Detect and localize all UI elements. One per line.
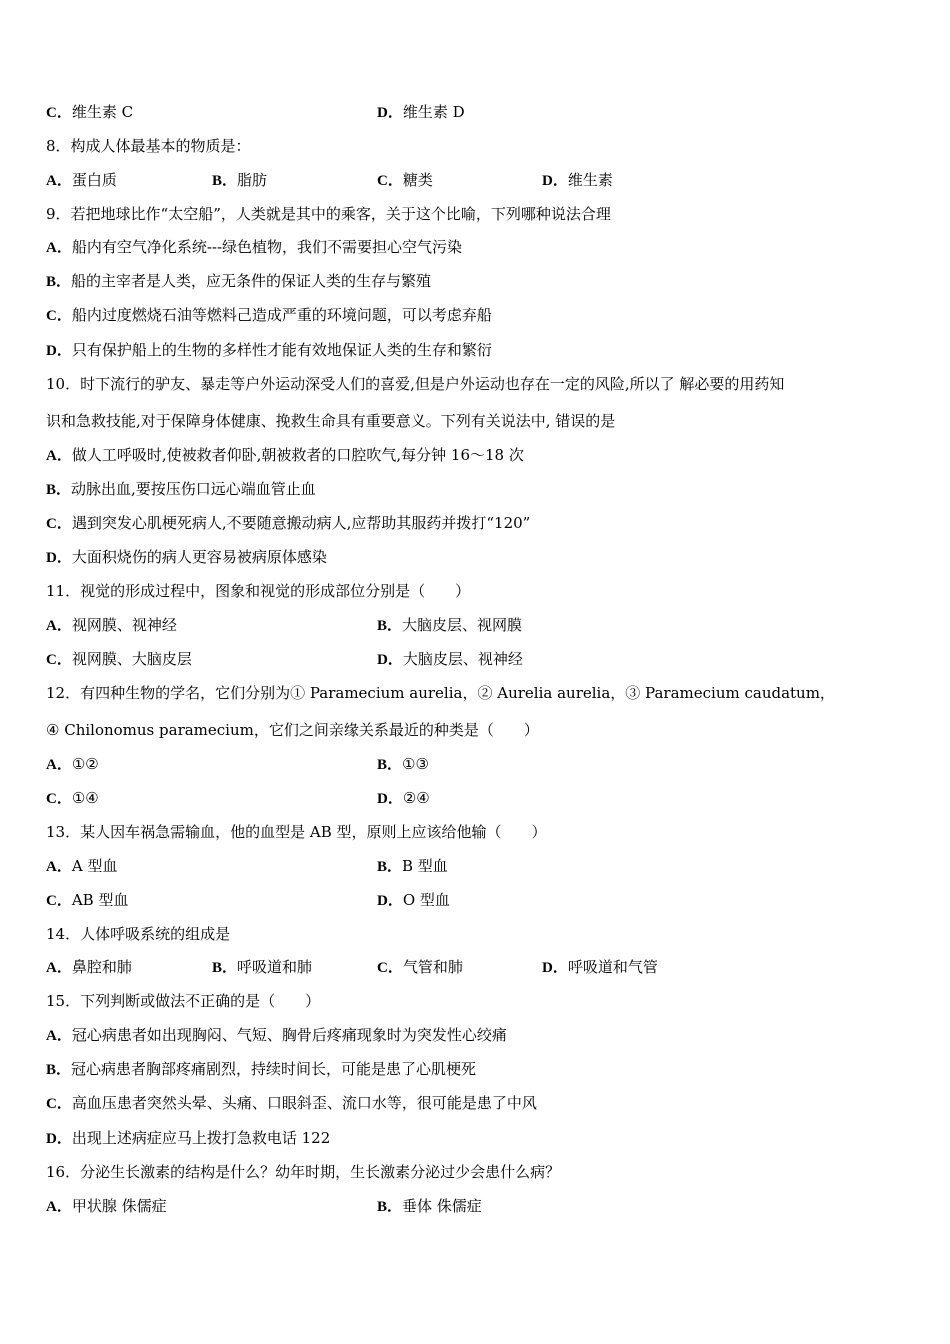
q13-option-c: C．AB 型血 <box>46 891 129 909</box>
q13-option-a: A．A 型血 <box>46 857 118 875</box>
q15-stem: 15．下列判断或做法不正确的是（ ） <box>46 992 321 1010</box>
q13-option-d: D．O 型血 <box>377 891 450 909</box>
q12-option-b: B．①③ <box>377 755 429 773</box>
q16-option-b: B．垂体 侏儒症 <box>377 1197 482 1215</box>
q15-option-d: D．出现上述病症应马上拨打急救电话 122 <box>46 1129 331 1147</box>
q7-option-d: D．维生素 D <box>377 103 465 121</box>
q10-option-c: C．遇到突发心肌梗死病人,不要随意搬动病人,应帮助其服药并拨打“120” <box>46 514 531 532</box>
q14-option-b: B．呼吸道和肺 <box>212 958 313 976</box>
q14-stem: 14．人体呼吸系统的组成是 <box>46 925 231 943</box>
q9-option-b: B．船的主宰者是人类，应无条件的保证人类的生存与繁殖 <box>46 272 432 290</box>
q10-stem-line2: 识和急救技能,对于保障身体健康、挽救生命具有重要意义。下列有关说法中, 错误的是 <box>46 412 616 430</box>
q15-option-b: B．冠心病患者胸部疼痛剧烈，持续时间长，可能是患了心肌梗死 <box>46 1060 477 1078</box>
q8-option-c: C．糖类 <box>377 171 433 189</box>
q10-option-d: D．大面积烧伤的病人更容易被病原体感染 <box>46 548 327 566</box>
q14-option-a: A．鼻腔和肺 <box>46 958 132 976</box>
q12-option-d: D．②④ <box>377 789 430 807</box>
q11-option-d: D．大脑皮层、视神经 <box>377 650 523 668</box>
q15-option-a: A．冠心病患者如出现胸闷、气短、胸骨后疼痛现象时为突发性心绞痛 <box>46 1026 507 1044</box>
q10-option-b: B．动脉出血,要按压伤口远心端血管止血 <box>46 480 316 498</box>
q13-option-b: B．B 型血 <box>377 857 448 875</box>
q9-option-c: C．船内过度燃烧石油等燃料己造成严重的环境问题，可以考虑弃船 <box>46 306 492 324</box>
q7-option-c: C．维生素 C <box>46 103 134 121</box>
q12-stem-line2: ④ Chilonomus paramecium，它们之间亲缘关系最近的种类是（ ） <box>46 721 539 739</box>
q9-option-a: A．船内有空气净化系统---绿色植物，我们不需要担心空气污染 <box>46 238 463 256</box>
q15-option-c: C．高血压患者突然头晕、头痛、口眼斜歪、流口水等，很可能是患了中风 <box>46 1094 537 1112</box>
q14-option-c: C．气管和肺 <box>377 958 463 976</box>
q11-option-a: A．视网膜、视神经 <box>46 616 177 634</box>
q8-stem: 8．构成人体最基本的物质是： <box>46 137 251 155</box>
q14-option-d: D．呼吸道和气管 <box>542 958 658 976</box>
q12-stem-line1: 12．有四种生物的学名，它们分别为① Paramecium aurelia，② Aurelia aurelia，③ Paramecium caudatum， <box>46 684 835 702</box>
q11-stem: 11．视觉的形成过程中，图象和视觉的形成部位分别是（ ） <box>46 582 471 600</box>
q12-option-c: C．①④ <box>46 789 99 807</box>
q16-stem: 16．分泌生长激素的结构是什么？幼年时期，生长激素分泌过少会患什么病？ <box>46 1163 561 1181</box>
q8-option-a: A．蛋白质 <box>46 171 117 189</box>
q11-option-b: B．大脑皮层、视网膜 <box>377 616 523 634</box>
q16-option-a: A．甲状腺 侏儒症 <box>46 1197 167 1215</box>
q11-option-c: C．视网膜、大脑皮层 <box>46 650 192 668</box>
q12-option-a: A．①② <box>46 755 99 773</box>
q8-option-d: D．维生素 <box>542 171 613 189</box>
q9-option-d: D．只有保护船上的生物的多样性才能有效地保证人类的生存和繁衍 <box>46 341 492 359</box>
q13-stem: 13．某人因车祸急需输血，他的血型是 AB 型，原则上应该给他输（ ） <box>46 823 547 841</box>
q8-option-b: B．脂肪 <box>212 171 268 189</box>
q10-stem-line1: 10．时下流行的驴友、暴走等户外运动深受人们的喜爱,但是户外运动也存在一定的风险,所以了 解必要的用药知 <box>46 375 785 393</box>
q9-stem: 9．若把地球比作“太空船”，人类就是其中的乘客，关于这个比喻，下列哪种说法合理 <box>46 205 611 223</box>
q10-option-a: A．做人工呼吸时,使被救者仰卧,朝被救者的口腔吹气,每分钟 16～18 次 <box>46 446 524 464</box>
